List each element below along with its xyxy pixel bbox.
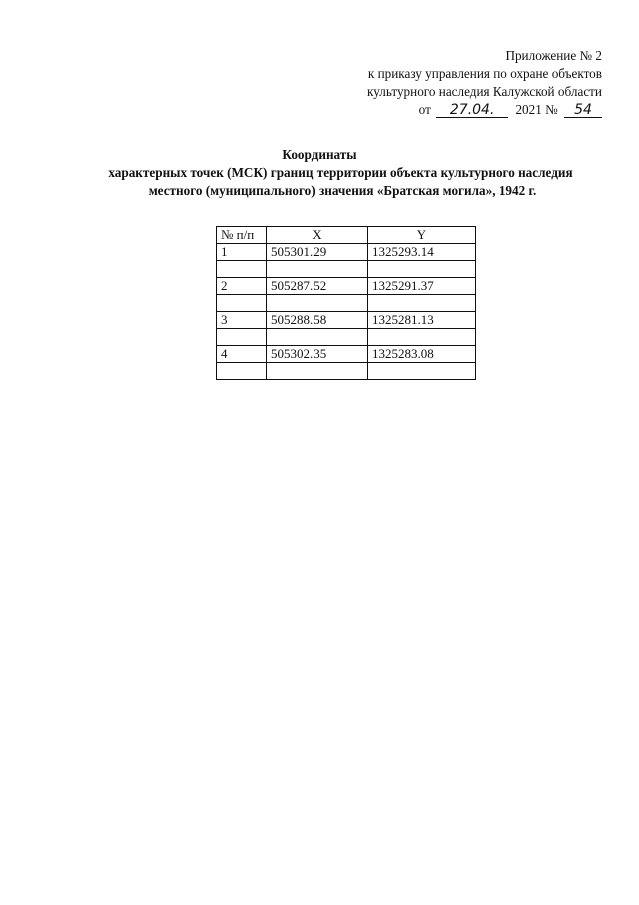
table-row-empty	[217, 329, 476, 346]
date-prefix: от	[418, 102, 431, 117]
point-number-cell	[217, 329, 267, 346]
handwritten-date: 27.04.	[436, 103, 508, 118]
x-coordinate-cell: 505301.29	[267, 244, 368, 261]
order-reference: к приказу управления по охране объектов	[367, 66, 602, 81]
y-coordinate-cell: 1325293.14	[368, 244, 476, 261]
x-coordinate-cell	[267, 363, 368, 380]
point-number-cell	[217, 363, 267, 380]
table-row	[217, 278, 476, 295]
x-coordinate-cell: 505302.35	[267, 346, 368, 363]
x-coordinate-cell	[267, 295, 368, 312]
title-heading: Координаты	[282, 147, 357, 162]
y-coordinate-cell	[368, 363, 476, 380]
y-coordinate-cell: 1325291.37	[368, 278, 476, 295]
point-number-cell	[217, 295, 267, 312]
authority-name: культурного наследия Калужской области	[367, 84, 602, 99]
x-coordinate-cell	[267, 329, 368, 346]
y-coordinate-cell	[368, 329, 476, 346]
appendix-header	[367, 47, 602, 119]
table-row-empty	[217, 363, 476, 380]
table-row	[217, 346, 476, 363]
table-header-row	[217, 227, 476, 244]
coordinates-table	[216, 226, 476, 380]
point-number-cell: 1	[217, 244, 267, 261]
point-number-cell: 2	[217, 278, 267, 295]
column-header-y: Y	[368, 227, 476, 244]
point-number-cell: 4	[217, 346, 267, 363]
document-title	[0, 146, 639, 200]
x-coordinate-cell	[267, 261, 368, 278]
x-coordinate-cell: 505287.52	[267, 278, 368, 295]
point-number-cell	[217, 261, 267, 278]
table-row-empty	[217, 261, 476, 278]
appendix-number: Приложение № 2	[505, 48, 602, 63]
column-header-x: X	[267, 227, 368, 244]
y-coordinate-cell	[368, 295, 476, 312]
order-date-line	[367, 101, 602, 119]
handwritten-order-number: 54	[564, 103, 602, 118]
order-year: 2021 №	[515, 102, 558, 117]
point-number-cell: 3	[217, 312, 267, 329]
table-row	[217, 244, 476, 261]
x-coordinate-cell: 505288.58	[267, 312, 368, 329]
title-subheading-1: характерных точек (МСК) границ территории объекта культурного наследия	[108, 165, 573, 180]
table-row	[217, 312, 476, 329]
title-subheading-2: местного (муниципального) значения «Братская могила», 1942 г.	[148, 183, 537, 198]
column-header-number: № п/п	[217, 227, 267, 244]
y-coordinate-cell: 1325281.13	[368, 312, 476, 329]
y-coordinate-cell	[368, 261, 476, 278]
y-coordinate-cell: 1325283.08	[368, 346, 476, 363]
table-row-empty	[217, 295, 476, 312]
